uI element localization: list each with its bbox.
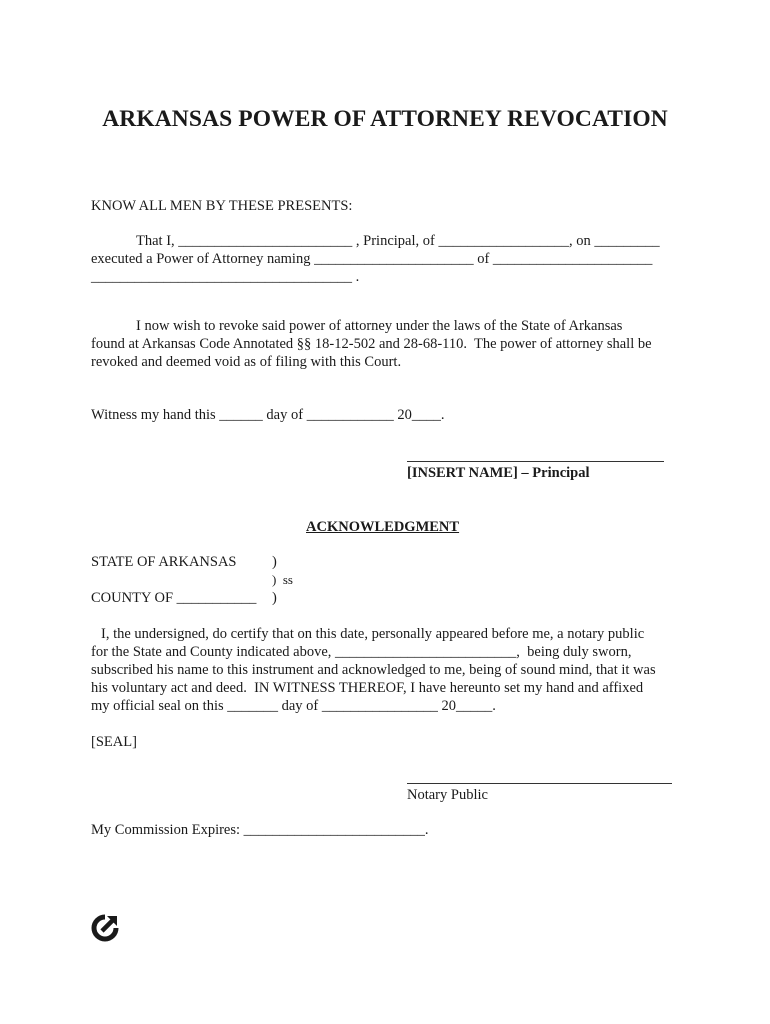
venue-bracket-1: ) — [272, 554, 277, 570]
venue-bracket-3: ) — [272, 590, 277, 606]
venue-bracket-ss: ) ss — [272, 572, 293, 587]
venue-county: COUNTY OF ___________ — [91, 590, 257, 606]
acknowledgment-heading: ACKNOWLEDGMENT — [306, 519, 460, 535]
principal-signature-line — [407, 461, 664, 462]
witness-line: Witness my hand this ______ day of ____________ 20____. — [91, 407, 445, 423]
principal-signature-label: [INSERT NAME] – Principal — [407, 465, 590, 481]
para1-line3: ____________________________________ . — [91, 269, 360, 285]
notary-para-line5: my official seal on this _______ day of ________________ 20_____. — [91, 698, 496, 714]
notary-para-line1: I, the undersigned, do certify that on this date, personally appeared before me, a notary public — [101, 626, 645, 642]
para2-line1: I now wish to revoke said power of attorney under the laws of the State of Arkansas — [136, 318, 623, 334]
seal-label: [SEAL] — [91, 734, 137, 750]
notary-signature-line — [407, 783, 672, 784]
notary-para-line3: subscribed his name to this instrument and acknowledged to me, being of sound mind, that it was — [91, 662, 656, 678]
document-title: ARKANSAS POWER OF ATTORNEY REVOCATION — [102, 106, 668, 132]
intro-line: KNOW ALL MEN BY THESE PRESENTS: — [91, 198, 353, 214]
para1-line2: executed a Power of Attorney naming ______________________ of ______________________ — [91, 251, 653, 267]
para1-line1: That I, ________________________ , Principal, of __________________, on _________ — [136, 233, 660, 249]
arrow-logo-icon — [90, 913, 120, 943]
commission-expires-line: My Commission Expires: _________________________. — [91, 822, 429, 838]
notary-para-line2: for the State and County indicated above, _________________________, being duly sworn, — [91, 644, 632, 660]
notary-para-line4: his voluntary act and deed. IN WITNESS THEREOF, I have hereunto set my hand and affixed — [91, 680, 644, 696]
notary-public-label: Notary Public — [407, 787, 488, 803]
venue-state: STATE OF ARKANSAS — [91, 554, 237, 570]
para2-line3: revoked and deemed void as of filing with this Court. — [91, 354, 402, 370]
para2-line2: found at Arkansas Code Annotated §§ 18-12-502 and 28-68-110. The power of attorney shall be — [91, 336, 652, 352]
